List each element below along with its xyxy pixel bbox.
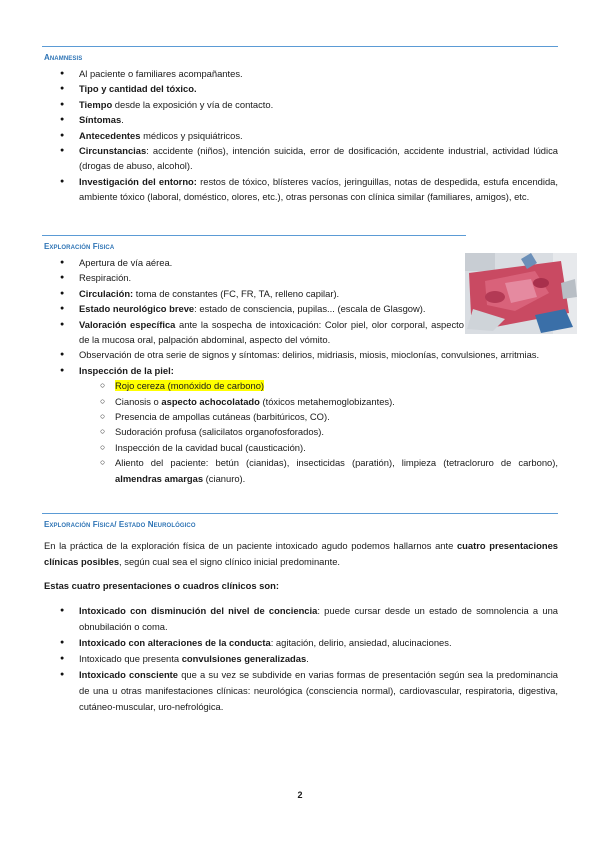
sublist-item: ○ Sudoración profusa (salicilatos organofosforados). xyxy=(79,424,558,439)
list-item: ● Antecedentes médicos y psiquiátricos. xyxy=(44,128,558,143)
page-number: 2 xyxy=(297,790,303,800)
list-item: ● Intoxicado con alteraciones de la conducta: agitación, delirio, ansiedad, alucinaciones. xyxy=(44,635,558,651)
highlighted-text: Rojo cereza (monóxido de carbono) xyxy=(115,380,265,392)
list-item: ● Respiración. xyxy=(44,270,558,285)
section-rule-anamnesis xyxy=(42,46,558,47)
list-item: ● Síntomas. xyxy=(44,112,558,127)
neuro-intro-paragraph: En la práctica de la exploración física de un paciente intoxicado agudo podemos hallarnos ante cuatro presentaciones clínicas posibles, según cual sea el signo clínico inicial predominante. xyxy=(44,540,558,567)
sublist-item: ○ Inspección de la cavidad bucal (causticación). xyxy=(79,440,558,455)
list-item: ● Observación de otra serie de signos y síntomas: delirios, midriasis, miosis, mioclonías, convulsiones, arritmias. xyxy=(44,347,558,362)
list-item: ● Circulación: toma de constantes (FC, FR, TA, relleno capilar). xyxy=(44,286,558,301)
section-rule-exploracion xyxy=(42,235,466,236)
sublist-item xyxy=(79,378,558,393)
list-item: ● Investigación del entorno: restos de tóxico, blísteres vacíos, jeringuillas, notas de despedida, estufa encendida, ambiente tóxico (laboral, doméstico, olores, etc.), otras personas con clínica similar (familiares, amigos), etc. xyxy=(44,174,558,205)
list-item: ● Tipo y cantidad del tóxico. xyxy=(44,81,558,96)
list-item: ● Estado neurológico breve: estado de consciencia, pupilas... (escala de Glasgow). xyxy=(44,301,558,316)
sublist-item: ○ Presencia de ampollas cutáneas (barbitúricos, CO). xyxy=(79,409,558,424)
neuro-lead-paragraph: Estas cuatro presentaciones o cuadros clínicos son: xyxy=(44,580,279,591)
list-item: ● Apertura de vía aérea. xyxy=(44,255,558,270)
section-title-neuro: Exploración Física/ Estado Neurológico xyxy=(44,520,196,529)
list-item: ● Valoración específica ante la sospecha de intoxicación: Color piel, olor corporal, aspecto de la mucosa oral, palpación abdominal, aspecto del vómito. xyxy=(44,317,558,348)
list-item: ● Al paciente o familiares acompañantes. xyxy=(44,66,558,81)
section-rule-neuro xyxy=(42,513,558,514)
list-item: ● Circunstancias: accidente (niños), intención suicida, error de dosificación, accidente industrial, actividad lúdica (drogas de abuso, alcohol). xyxy=(44,143,558,174)
list-item: ● Intoxicado con disminución del nivel de conciencia: puede cursar desde un estado de somnolencia a una obnubilación o coma. xyxy=(44,603,558,635)
exploracion-list xyxy=(44,255,558,486)
neuro-list xyxy=(44,603,558,715)
list-item: ● Tiempo desde la exposición y vía de contacto. xyxy=(44,97,558,112)
anamnesis-list xyxy=(44,66,558,205)
sublist-item: ○ Aliento del paciente: betún (cianidas), insecticidas (paratión), limpieza (tetracloruro de carbono), almendras amargas (cianuro). xyxy=(79,455,558,486)
section-title-exploracion: Exploración Física xyxy=(44,242,115,251)
list-item: ● Intoxicado que presenta convulsiones generalizadas. xyxy=(44,651,558,667)
piel-sublist xyxy=(79,378,558,486)
sublist-item: ○ Cianosis o aspecto achocolatado (tóxicos metahemoglobizantes). xyxy=(79,394,558,409)
list-item: ● Intoxicado consciente que a su vez se subdivide en varias formas de presentación según sea la predominancia de una u otras manifestaciones clínicas: neurológica (consciencia normal), cardiovascular, respiratoria, digestiva, cutáneo-muscular, uro-nefrológica. xyxy=(44,667,558,715)
section-title-anamnesis: Anamnesis xyxy=(44,53,83,62)
list-item-inspeccion-piel: ● Inspección de la piel: ○ Rojo cereza (monóxido de carbono) ○ Cianosis o aspecto achocolatado (tóxicos metahemoglobizantes). ○ Presencia de ampollas cutáneas (barbitúricos, CO). ○ Sudoración profusa (salicilatos organofosforados). ○ Inspección de la cavidad bucal (causticación). ○ Aliento del paciente: betún (cianidas), insecticidas (paratión), limpieza (tetracloruro de carbono), almendras amargas (cianuro). xyxy=(44,363,558,486)
